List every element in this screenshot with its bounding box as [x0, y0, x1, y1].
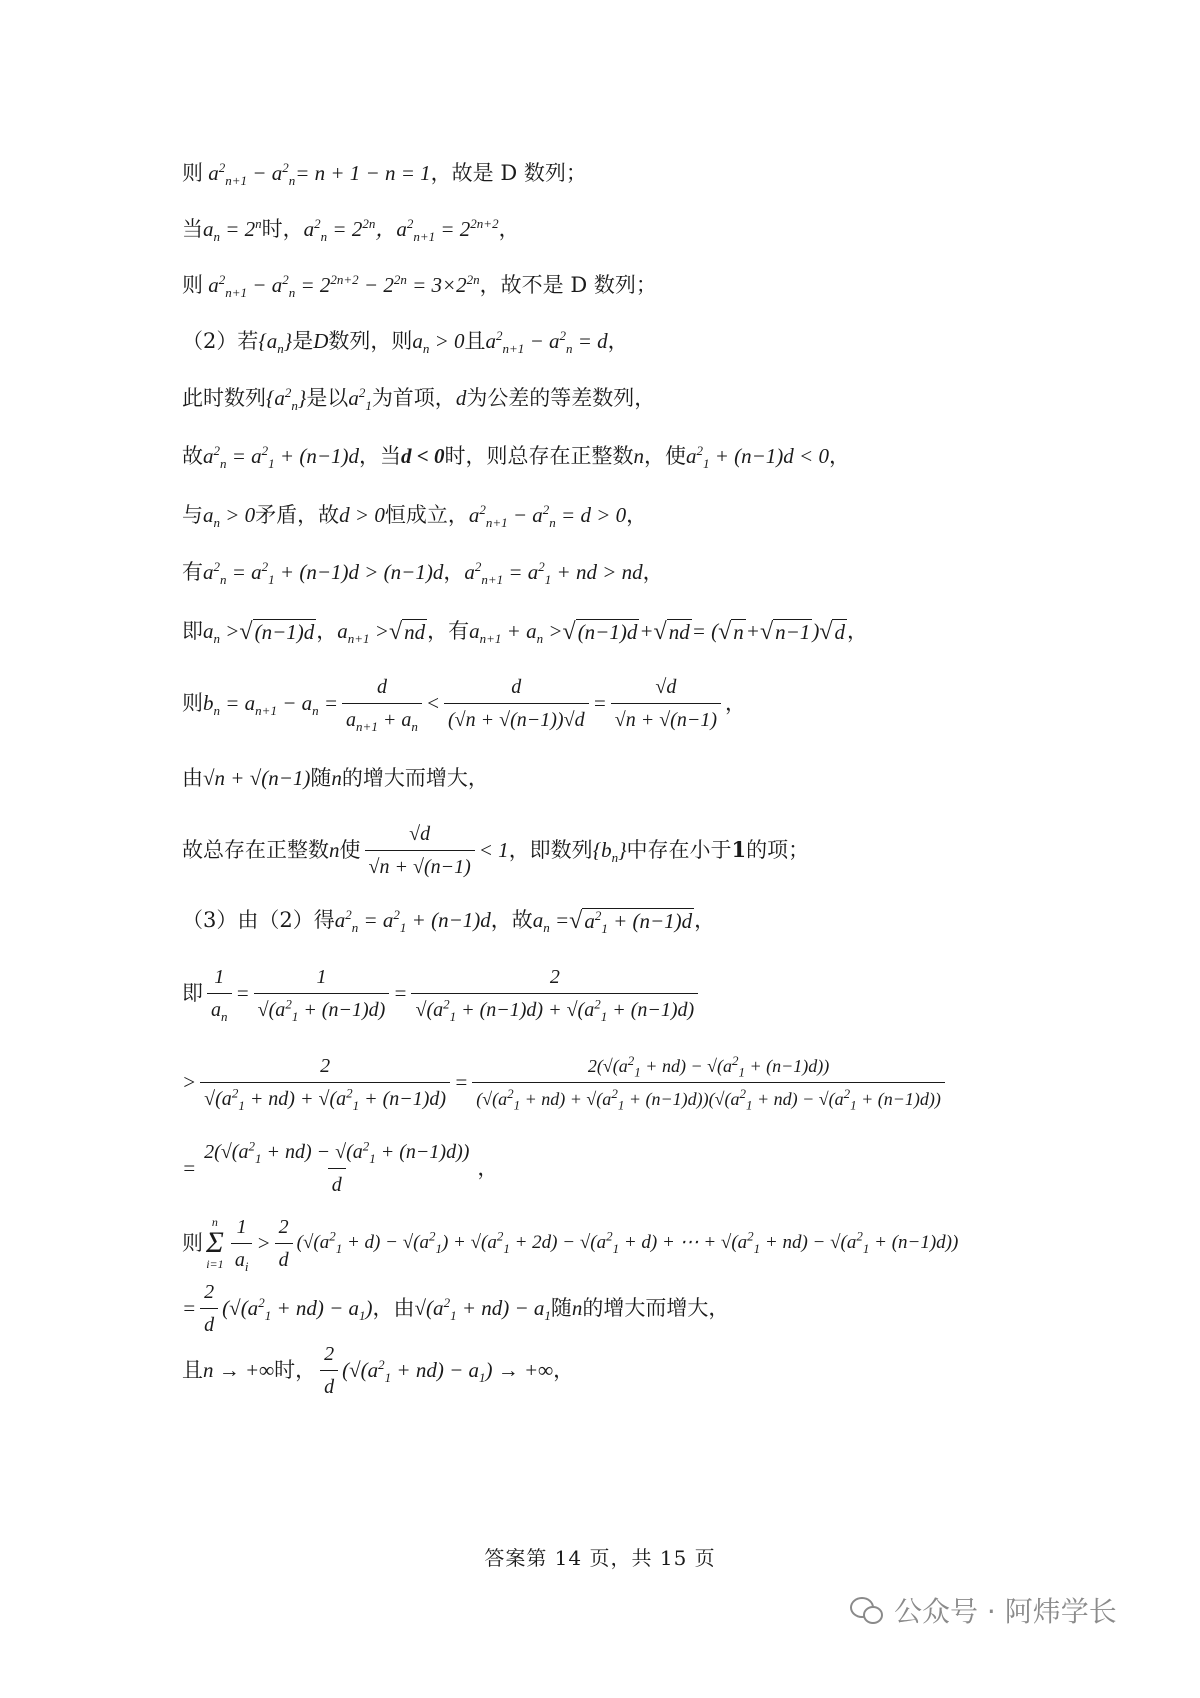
text-line-2: 当 $a_n = 2^n$ 时， $a^2_n = 2^{2n}$，$a^2_{n+1} = 2^{2n+2}$ ， — [182, 216, 520, 245]
text-line-6: 故 $a^2_n = a^2_1 + (n-1)d$ ，当 d < 0 时，则总存在正整数 n ，使 $a^2_1 + (n-1)d < 0$ ， — [182, 443, 850, 472]
text-line-9: 即 $a_n$ > √ (n−1)d ， $a_{n+1}$ > √ nd ，有 $a_{n+1} + a_n$ > √ (n−1)d + √ nd = ( √ n + √ n−1 ) √ d ， — [182, 618, 868, 647]
wechat-icon — [850, 1597, 882, 1623]
text-line-12: 故总存在正整数 n 使 $\frac{√d}{√n + √(n-1)}$ < 1 ，即数列 $\{b_n\}$ 中存在小于 1 的项； — [182, 815, 1142, 885]
text-line-11: 由 √n + √(n−1) 随 n 的增大而增大， — [182, 766, 489, 790]
page-footer: 答案第 14 页，共 15 页 — [484, 1546, 716, 1570]
watermark-text: 公众号 · 阿炜学长 — [894, 1595, 1117, 1628]
text-line-7: 与 $a_n > 0$ 矛盾，故 d > 0 恒成立， $a^2_{n+1} - a^2_n = d > 0$ ， — [182, 502, 648, 531]
text-line-4: （2）若 $\{a_n\}$ 是 D 数列，则 $a_n > 0$ 且 $a^2_{n+1} - a^2_n = d$ ， — [182, 328, 629, 357]
text-line-17: 则 n Σ i=1 $\frac{1}{a_i}$ > $\frac{2}{d}$ ($√(a^2_1 + d) - √(a^2_1) + √(a^2_1 + 2d) - √(a^2_1 + d)$ + ⋯ + $√(a^2_1 + nd) - √(a^2_1 + (n-1)d)$) — [182, 1215, 959, 1274]
text-line-10: 则 $b_n = a_{n+1} - a_n$ = $\frac{d}{a_{n+1} + a_n}$ < $\frac{d}{(√n + √(n-1))√d}$ = $\frac{√d}{√n + √(n-1)}$ ， — [182, 675, 746, 734]
watermark — [850, 1590, 1117, 1630]
text-line-19: 且 n → +∞ 时， $\frac{2}{d}$ $(√(a^2_1 + nd) - a_1)$ → +∞ ， — [182, 1340, 1142, 1400]
text-line-1: 则 $a^2_{n+1} - a^2_n$ = n + 1 − n = 1 ，故是 D 数列； — [182, 160, 587, 189]
text-line-15: > $\frac{2}{√(a^2_1 + nd) + √(a^2_1 + (n-1)d)}$ = $2(√(a^2_1 + nd) - √(a^2_1 + (n-1)d))$ $(√(a^2_1 + nd) + √(a^2_1 + (n-1)d))(√(a^2_1 + nd) - √(a^2_1 + (n-1)d))$ — [182, 1042, 1142, 1122]
text-line-14: 即 $\frac{1}{a_n}$ = $\frac{1}{√(a^2_1 + (n-1)d)}$ = $\frac{2}{√(a^2_1 + (n-1)d) + √(a^2_1 + (n-1)d)}$ — [182, 958, 1142, 1028]
text-line-3: 则 $a^2_{n+1} - a^2_n = 2^{2n+2} - 2^{2n} = 3\times 2^{2n}$ ，故不是 D 数列； — [182, 272, 657, 301]
text-line-13: （3）由（2）得 $a^2_n = a^2_1 + (n-1)d$ ，故 $a_n$ = √ $a^2_1 + (n-1)d$ ， — [182, 907, 716, 936]
text-line-16: = $\frac{2(√(a^2_1 + nd) - √(a^2_1 + (n-1)d))}{d}$ ， — [182, 1132, 1142, 1204]
text-line-18: = $\frac{2}{d}$ $(√(a^2_1 + nd) - a_1)$ ，由 $√(a^2_1 + nd) - a_1$ 随 n 的增大而增大， — [182, 1278, 1142, 1338]
text-line-8: 有 $a^2_n = a^2_1 + (n-1)d > (n-1)d$ ， $a^2_{n+1} = a^2_1$ + nd > nd ， — [182, 559, 664, 588]
text-line-5: 此时数列 $\{a^2_n\}$ 是以 $a^2_1$ 为首项， d 为公差的等差数列， — [182, 385, 656, 414]
